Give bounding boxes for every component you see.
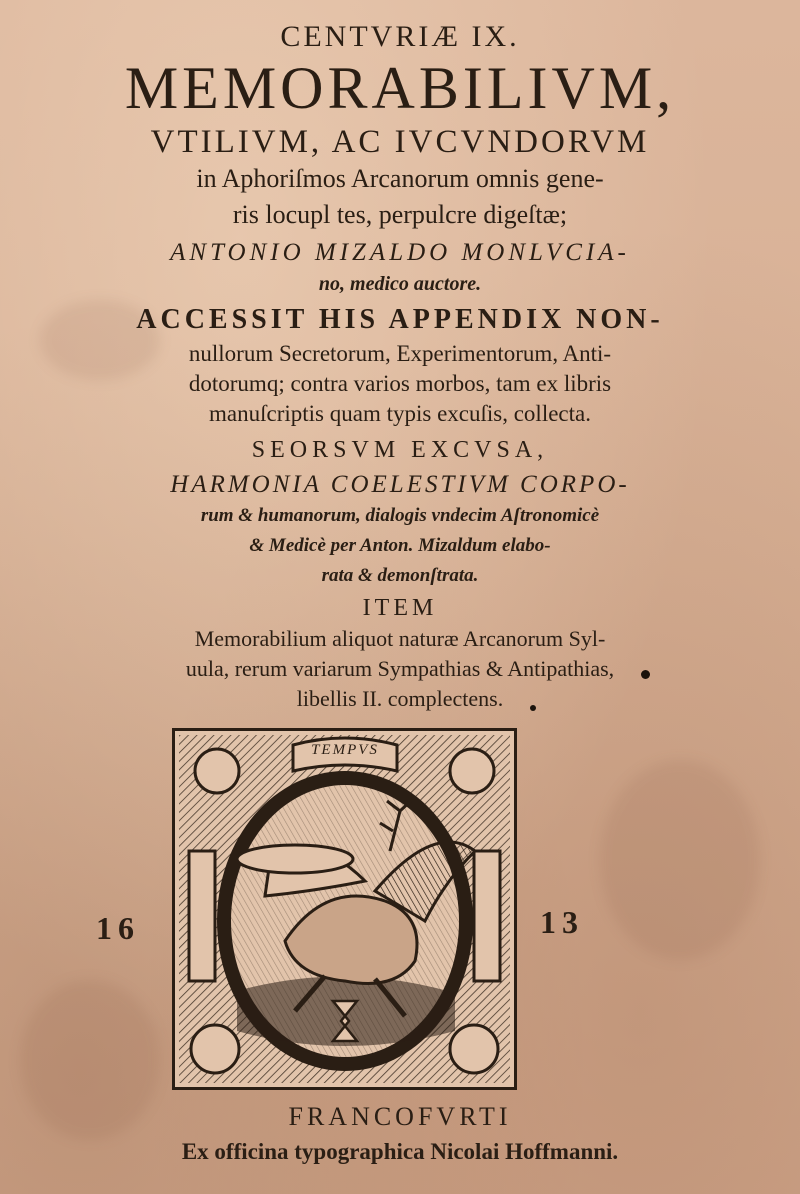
text-antidotorum: dotorumq; contra varios morbos, tam ex libris [188, 371, 612, 396]
heading-utilium: VTILIVM, AC IVCVNDORVM [150, 124, 650, 160]
author-role: no, medico auctore. [318, 273, 482, 295]
imprint-city: FRANCOFVRTI [288, 1102, 512, 1131]
heading-accessit: ACCESSIT HIS APPENDIX NON- [136, 304, 664, 335]
heading-centuriae: CENTVRIÆ IX. [280, 20, 520, 53]
heading-memorabilium: MEMORABILIVM, [124, 55, 676, 121]
text-memorabilium-aliquot: Memorabilium aliquot naturæ Arcanorum Syl- [194, 626, 606, 651]
text-corporum: rum & humanorum, dialogis vndecim Aſtronomicè [200, 505, 600, 526]
year-left: 16 [96, 910, 140, 946]
ink-dot [641, 670, 650, 679]
imprint-printer: Ex officina typographica Nicolai Hoffmanni. [181, 1139, 619, 1164]
paper-stain [600, 760, 760, 960]
text-sympathias: uula, rerum variarum Sympathias & Antipathias, [185, 656, 615, 681]
text-medice: & Medicè per Anton. Mizaldum elabo- [249, 535, 551, 556]
author-name: ANTONIO MIZALDO MONLVCIA- [170, 239, 630, 266]
text-locupletes: ris locupl tes, perpulcre digeſtæ; [232, 200, 568, 229]
text-manuscriptis: manuſcriptis quam typis excuſis, collecta. [209, 401, 591, 426]
device-motto: TEMPVS [311, 742, 379, 758]
heading-harmonia: HARMONIA COELESTIVM CORPO- [170, 471, 630, 498]
text-complectens: libellis II. complectens. [296, 686, 504, 711]
printers-device-woodcut [172, 728, 517, 1090]
ink-dot [530, 705, 536, 711]
text-aphorismos: in Aphoriſmos Arcanorum omnis gene- [196, 164, 604, 193]
year-right: 13 [540, 904, 584, 940]
heading-item: ITEM [362, 595, 438, 621]
heading-seorsum: SEORSVM EXCVSA, [251, 437, 549, 463]
text-secretorum: nullorum Secretorum, Experimentorum, Anti- [188, 341, 612, 366]
woodcut-illustration [175, 731, 514, 1087]
text-demonstrata: rata & demonſtrata. [321, 565, 479, 586]
